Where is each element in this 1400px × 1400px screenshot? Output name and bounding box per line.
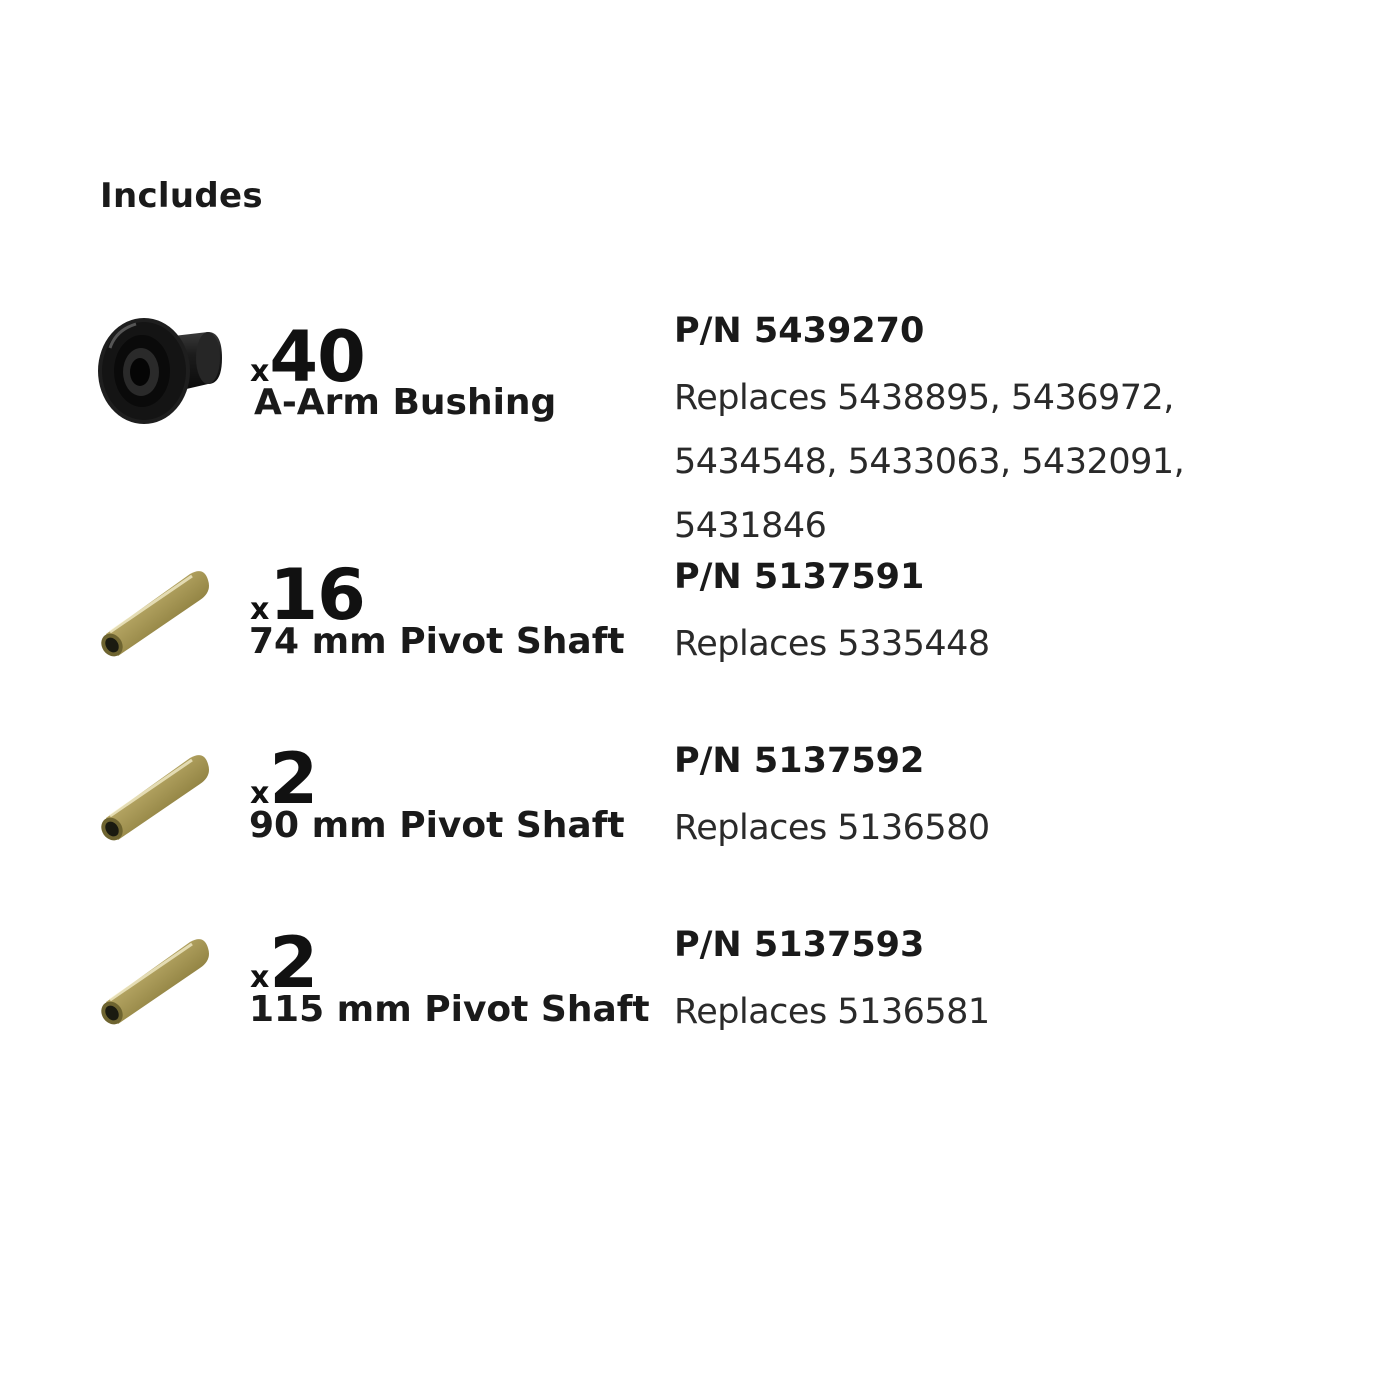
item-name: 90 mm Pivot Shaft (249, 805, 625, 846)
replaces-text: Replaces 5438895, 5436972, 5434548, 5433063, 5432091, 5431846 (674, 378, 1185, 546)
quantity-value: 2 (269, 922, 318, 1004)
item-name: 115 mm Pivot Shaft (249, 989, 650, 1030)
pivot-shaft-icon (100, 750, 212, 844)
quantity-prefix: x (250, 354, 270, 389)
replaces-text: Replaces 5136581 (674, 992, 990, 1032)
quantity-prefix: x (250, 960, 270, 995)
quantity-prefix: x (250, 776, 270, 811)
quantity-value: 16 (269, 554, 365, 636)
item-name: A-Arm Bushing (254, 382, 557, 423)
bushing-icon (96, 318, 226, 430)
includes-heading: Includes (100, 176, 263, 216)
quantity (250, 554, 365, 636)
replaces-text: Replaces 5136580 (674, 808, 990, 848)
part-number: P/N 5137591 (674, 557, 925, 597)
part-number: P/N 5137593 (674, 925, 925, 965)
pivot-shaft-icon (100, 934, 212, 1028)
quantity (250, 738, 318, 820)
item-name: 74 mm Pivot Shaft (249, 621, 625, 662)
part-number: P/N 5137592 (674, 741, 925, 781)
pivot-shaft-icon (100, 566, 212, 660)
part-number: P/N 5439270 (674, 311, 925, 351)
quantity-prefix: x (250, 592, 270, 627)
quantity-value: 2 (269, 738, 318, 820)
quantity-value: 40 (269, 316, 365, 398)
replaces-text: Replaces 5335448 (674, 624, 990, 664)
quantity (250, 922, 318, 1004)
